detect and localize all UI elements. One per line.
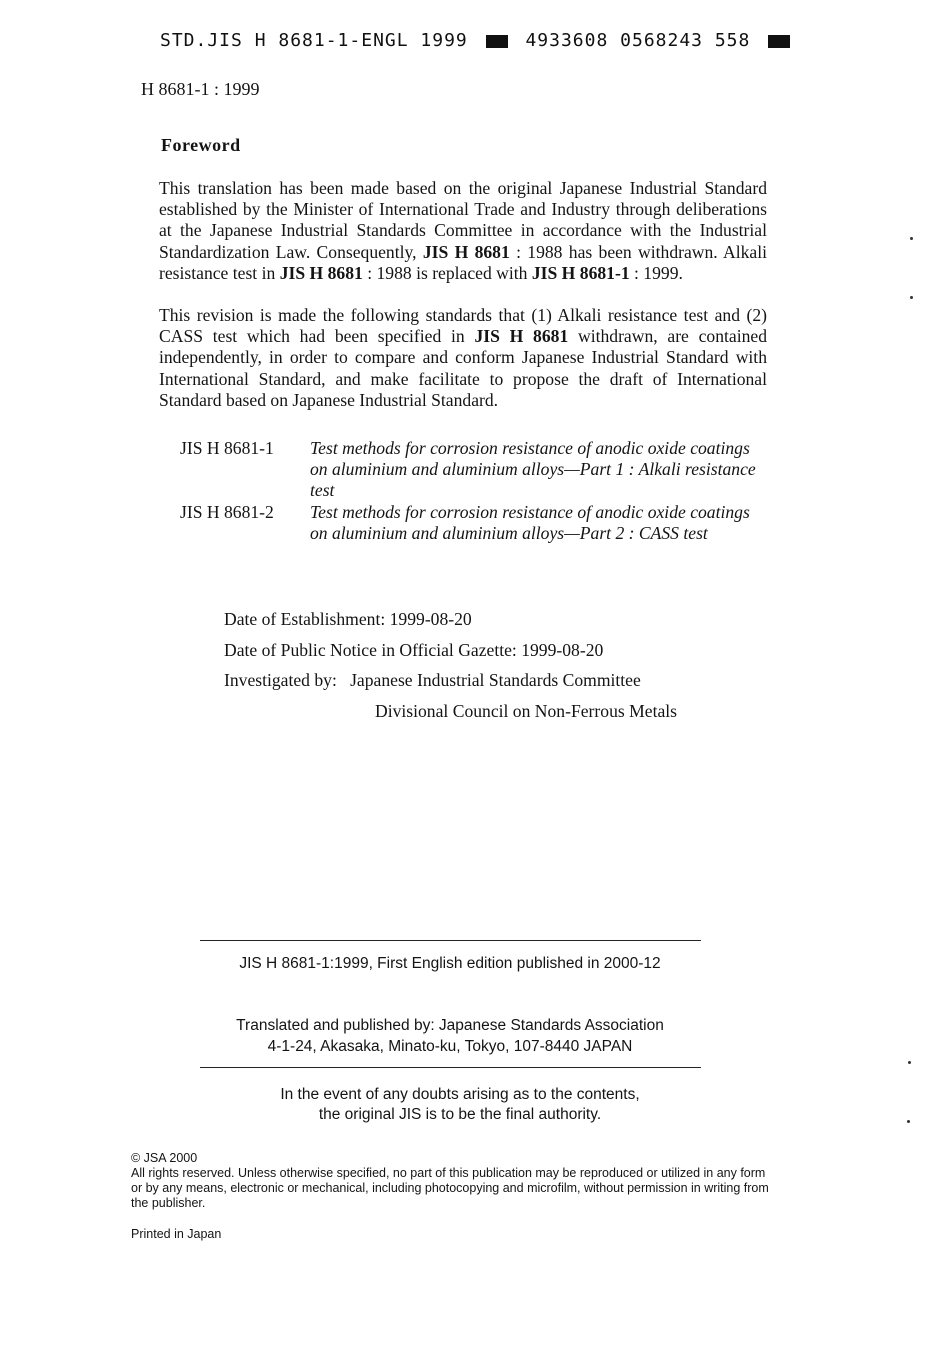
printed-in: Printed in Japan: [131, 1227, 222, 1241]
foreword-paragraph-1: [159, 178, 767, 284]
scan-speck: [910, 237, 913, 240]
authority-line: In the event of any doubts arising as to the contents,: [280, 1086, 640, 1103]
divider: [200, 940, 701, 941]
authority-line: the original JIS is to be the final authority.: [318, 1106, 602, 1123]
publisher-line: Translated and published by: Japanese Standards Association: [236, 1017, 664, 1034]
copyright-text: All rights reserved. Unless otherwise specified, no part of this publication may be reproduced or utilized in any form or by any means, electronic or mechanical, including photocopying and microfilm, without permission in writing from the publisher.: [131, 1166, 769, 1210]
divider: [200, 1067, 701, 1068]
foreword-paragraph-2: [159, 305, 767, 411]
edition-line: JIS H 8681-1:1999, First English edition published in 2000-12: [239, 955, 661, 972]
header-code-right: 4933608 0568243 558: [525, 30, 751, 51]
publisher-address: 4-1-24, Akasaka, Minato-ku, Tokyo, 107-8440 JAPAN: [267, 1038, 633, 1055]
copyright-block: [131, 1151, 771, 1211]
date-of-establishment: Date of Establishment: 1999-08-20: [224, 609, 472, 629]
barcode-block: [768, 35, 790, 48]
barcode-block: [486, 35, 508, 48]
text-run: This revision is made the following standards that (1) Alkali resistance test and (2) CASS test which had been specified in: [159, 305, 767, 347]
scan-speck: [907, 1120, 910, 1123]
authority-notice: [200, 1085, 720, 1125]
list-item: [180, 438, 770, 502]
text-run: : 1999.: [629, 262, 683, 283]
standard-title: Test methods for corrosion resistance of anodic oxide coatings on aluminium and aluminium alloys—Part 1 : Alkali resistance test: [310, 438, 756, 501]
investigated-by: [224, 665, 677, 696]
investigated-committee: Japanese Industrial Standards Committee: [350, 670, 641, 690]
foreword-title: Foreword: [161, 135, 241, 155]
text-run: This translation has been made based on the original Japanese Industrial Standard established by the Minister of International Trade and Industry through deliberations at the Japanese Industrial Standards Committee in accordance with the Industrial Standardization Law. Consequently,: [159, 178, 767, 262]
standard-title: Test methods for corrosion resistance of anodic oxide coatings on aluminium and aluminium alloys—Part 2 : CASS test: [310, 501, 750, 543]
standard-number: JIS H 8681-2: [180, 501, 274, 522]
bold-standard-ref: JIS H 8681: [279, 262, 363, 283]
header-code-left: STD.JIS H 8681-1-ENGL 1999: [160, 30, 468, 51]
standard-number: JIS H 8681-1: [180, 438, 274, 458]
investigated-label: Investigated by:: [224, 670, 337, 690]
scan-speck: [910, 296, 913, 299]
text-run: : 1988 has been withdrawn. Alkali resistance test in: [159, 241, 767, 283]
scan-speck: [908, 1061, 911, 1064]
text-run: withdrawn, are contained independently, in order to compare and conform Japanese Industrial Standard with International Standard, and make facilitate to propose the draft of International Standard based on Japanese Industrial Standard.: [159, 326, 767, 410]
bold-standard-ref: JIS H 8681: [422, 241, 510, 262]
document-number: H 8681-1 : 1999: [141, 79, 260, 99]
bold-standard-ref: JIS H 8681: [474, 326, 569, 347]
standards-list: [180, 438, 770, 544]
bold-standard-ref: JIS H 8681-1: [531, 262, 630, 283]
publisher-block: [200, 1015, 700, 1057]
list-item: [180, 502, 770, 544]
text-run: : 1988 is replaced with: [362, 262, 532, 283]
date-of-public-notice: Date of Public Notice in Official Gazette: 1999-08-20: [224, 639, 604, 660]
header-code: [160, 30, 796, 51]
dates-block: [224, 604, 677, 726]
investigated-council: Divisional Council on Non-Ferrous Metals: [375, 700, 677, 721]
copyright-line: © JSA 2000: [131, 1151, 198, 1165]
